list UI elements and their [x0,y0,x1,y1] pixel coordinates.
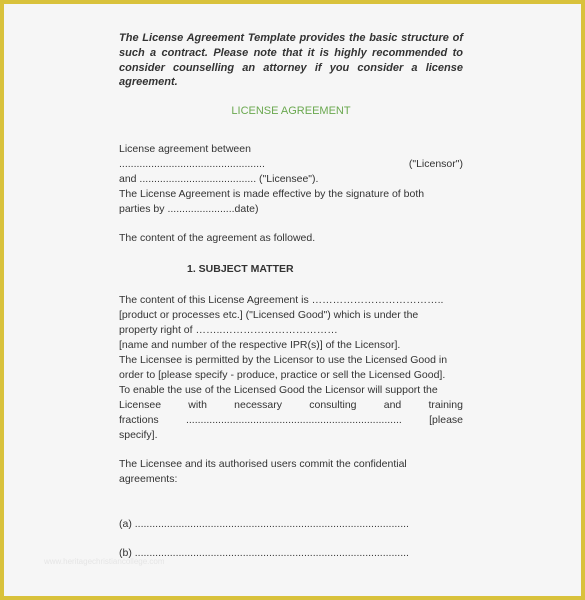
word: with [188,399,207,412]
subject-line: The Licensee is permitted by the Licensor to use the Licensed Good in [119,354,448,367]
subject-line: [product or processes etc.] ("Licensed Good") which is under the [119,309,419,322]
word: Licensee [119,399,162,412]
word: consulting [309,399,357,412]
licensor-label: ("Licensor") [408,158,463,171]
licensor-dots: .................................................. [119,158,265,171]
effective-line: The License Agreement is made effective by the signature of both [119,188,425,201]
parties-date-line: parties by .......................date) [119,203,259,216]
document-heading: LICENSE AGREEMENT [231,105,351,118]
fractions-label: fractions [119,414,159,427]
subject-line: The content of this License Agreement is ……………………………….. [119,294,444,307]
licensee-line: and ........................................ ("Licensee"). [119,173,319,186]
document-frame [4,4,581,596]
fractions-please: [please [429,414,463,427]
content-intro: The content of the agreement as followed. [119,232,316,245]
document-page [119,31,463,561]
list-item: (a) .............................................................................................. [119,518,409,531]
word: training [428,399,463,412]
fractions-dots: .......................................................................... [185,414,402,427]
between-line: License agreement between [119,143,251,156]
subject-line: To enable the use of the Licensed Good the Licensor will support the [119,384,438,397]
fractions-line [119,413,463,428]
subject-line-justified [119,398,463,413]
subject-line: order to [please specify - produce, practice or sell the Licensed Good]. [119,369,446,382]
word: necessary [234,399,283,412]
subject-line: specify]. [119,429,158,442]
subject-line: property right of ……..…………………………… [119,324,338,337]
subject-line: [name and number of the respective IPR(s)] of the Licensor]. [119,339,401,352]
intro-note: The License Agreement Template provides the basic structure of such a contract. Please note that it is highly recommended to consider counselling an attorney if you consider a license agreement. [119,32,463,89]
section-title: 1. SUBJECT MATTER [187,263,294,276]
list-item: (b) .............................................................................................. [119,547,409,560]
commit-line: agreements: [119,473,178,486]
commit-line: The Licensee and its authorised users commit the confidential [119,458,407,471]
word: and [383,399,402,412]
commit-block [119,457,463,487]
subject-matter-block [119,293,463,443]
parties-block [119,142,463,217]
licensor-line [119,157,463,172]
watermark: www.heritagechristiancollege.com [44,557,165,566]
